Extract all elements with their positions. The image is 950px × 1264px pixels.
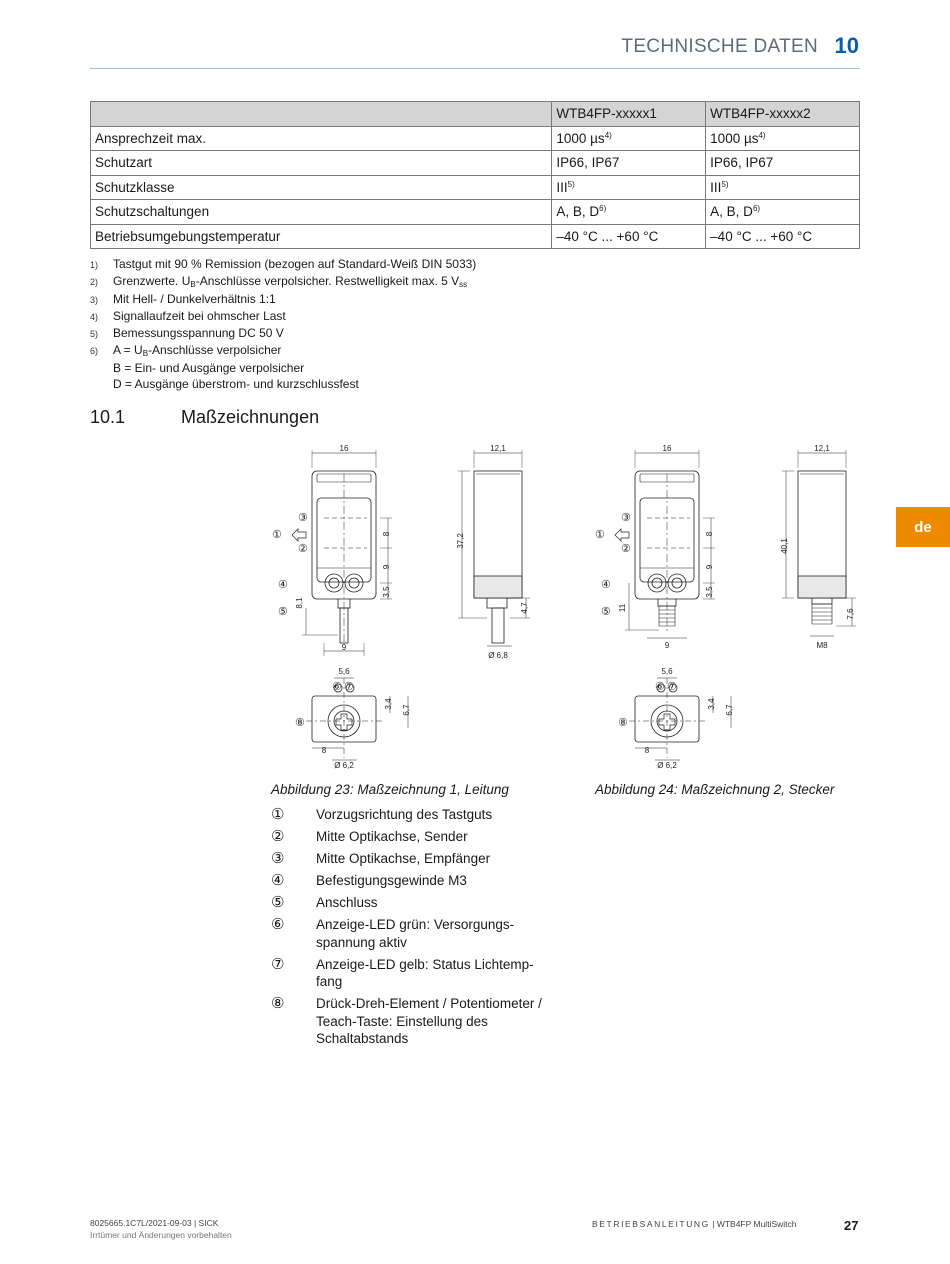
footnote-ref: 6) <box>752 204 761 214</box>
dim-label: 5,6 <box>661 667 673 676</box>
legend-number: ② <box>271 828 285 845</box>
footnote-ref: 6) <box>599 204 607 214</box>
legend-text: Drück-Dreh-Element / Potentiometer / Teach-Taste: Einstellung des Schaltabstands <box>316 996 542 1046</box>
dim-label: 9 <box>382 564 391 570</box>
dim-label: 9 <box>664 641 670 650</box>
value-text: –40 °C ... +60 °C <box>710 228 813 244</box>
dim-label: 5,6 <box>338 667 350 676</box>
dim-label: 9 <box>705 564 714 570</box>
figure-caption-24: Abbildung 24: Maßzeichnung 2, Stecker <box>595 782 835 797</box>
legend-number: ⑦ <box>271 955 285 973</box>
dim-label: M8 <box>816 641 828 650</box>
footnote-ref: 5) <box>567 179 575 189</box>
row-label: Schutzschaltungen <box>91 200 552 225</box>
row-value <box>552 126 706 151</box>
callout-4: ④ <box>278 579 288 591</box>
dim-label: Ø 6,8 <box>488 651 508 660</box>
chapter-number: 10 <box>834 33 859 58</box>
callout-2: ② <box>298 543 308 555</box>
value-text: A, B, D <box>710 204 753 220</box>
page-number: 27 <box>844 1218 859 1233</box>
dim-label: 8 <box>705 531 714 537</box>
footnotes <box>90 257 476 393</box>
dim-label: 8 <box>321 746 327 755</box>
dim-label: 40,1 <box>780 538 789 554</box>
value-text: III <box>710 179 722 195</box>
callout-1: ① <box>272 529 282 541</box>
table-row <box>91 151 860 176</box>
dim-label: 6,7 <box>725 704 734 716</box>
legend-item <box>271 894 546 912</box>
table-row <box>91 126 860 151</box>
legend-number: ⑧ <box>271 995 285 1012</box>
legend-item <box>271 828 546 846</box>
footnote-ref: 4) <box>604 130 612 140</box>
row-value <box>552 151 706 176</box>
row-value <box>706 200 860 225</box>
dim-label: 4,7 <box>520 602 529 614</box>
value-text: A, B, D <box>556 204 600 220</box>
section-number: 10.1 <box>90 407 126 427</box>
legend-item <box>271 806 546 824</box>
legend-text: Mitte Optikachse, Empfänger <box>316 851 491 866</box>
dim-label: 16 <box>662 444 672 453</box>
dim-label: 9 <box>341 643 347 652</box>
row-label: Schutzklasse <box>91 175 552 200</box>
footnote-text: Mit Hell- / Dunkelverhältnis 1:1 <box>113 292 276 307</box>
footnote-mark: 6) <box>90 345 99 356</box>
callout-7: ⑦ <box>344 681 354 693</box>
callout-6: ⑥ <box>655 681 665 693</box>
legend-number: ④ <box>271 872 285 889</box>
dim-label: 12,1 <box>814 444 830 453</box>
spec-table <box>90 101 860 249</box>
row-label: Betriebsumgebungstemperatur <box>91 224 552 249</box>
footer-doc-title: BETRIEBSANLEITUNG | WTB4FP MultiSwitch <box>592 1219 797 1229</box>
table-header-cell <box>91 102 552 127</box>
footnote-text: $A = U_B$-Anschlüsse verpolsicher <box>113 342 282 358</box>
callout-8: ⑧ <box>295 717 305 729</box>
legend-item <box>271 872 546 890</box>
legend-number: ⑤ <box>271 894 285 911</box>
footnote-ref: 5) <box>721 179 729 189</box>
dim-label: Ø 6,2 <box>657 761 677 770</box>
legend-number: ③ <box>271 850 285 867</box>
legend-text: Mitte Optikachse, Sender <box>316 829 468 844</box>
footnote-mark: 4) <box>90 312 99 323</box>
value-text: IP66, IP67 <box>710 155 774 171</box>
drawing-1-side <box>458 450 530 646</box>
dim-label: 8 <box>644 746 650 755</box>
legend-item <box>271 956 546 991</box>
header-title: TECHNISCHE DATEN <box>621 36 818 57</box>
table-header-cell: WTB4FP-xxxxx2 <box>706 102 860 127</box>
dim-label: 3,4 <box>384 698 393 710</box>
drawing-2-side <box>782 450 856 636</box>
footnote-text: B = Ein- und Ausgänge verpolsicher <box>113 361 305 376</box>
value-text: III <box>556 179 568 195</box>
footnote-mark: 1) <box>90 260 99 270</box>
footnote-text: D = Ausgänge überstrom- und kurzschlussfest <box>113 376 359 391</box>
callout-3: ③ <box>298 512 308 524</box>
footer-disclaimer: Irrtümer und Änderungen vorbehalten <box>90 1230 232 1240</box>
legend-number: ① <box>271 806 285 823</box>
dim-label: 11 <box>618 603 627 613</box>
callout-8: ⑧ <box>618 717 628 729</box>
legend-text: Befestigungsgewinde M3 <box>316 873 467 888</box>
dim-label: 8,1 <box>295 597 304 609</box>
dim-label: 3,5 <box>382 586 391 598</box>
footnote-text: Signallaufzeit bei ohmscher Last <box>113 309 286 324</box>
callout-4: ④ <box>601 579 611 591</box>
dim-label: 7,6 <box>846 608 855 620</box>
dim-label: 12,1 <box>490 444 506 453</box>
footnote-text: Bemessungsspannung DC 50 V <box>113 325 284 340</box>
dim-label: 3,5 <box>705 586 714 598</box>
value-text: IP66, IP67 <box>556 155 620 171</box>
footnote-ref: 4) <box>758 130 766 140</box>
legend-item <box>271 850 546 868</box>
callout-6: ⑥ <box>332 681 342 693</box>
row-value <box>552 224 706 249</box>
dimension-drawings <box>262 438 862 778</box>
row-label: Ansprechzeit max. <box>91 126 552 151</box>
figure-caption-23: Abbildung 23: Maßzeichnung 1, Leitung <box>271 782 509 797</box>
table-row <box>91 200 860 225</box>
table-row <box>91 224 860 249</box>
callout-7: ⑦ <box>667 681 677 693</box>
value-text: –40 °C ... +60 °C <box>556 228 659 244</box>
header-rule <box>90 68 860 69</box>
callout-5: ⑤ <box>278 606 288 618</box>
row-value <box>706 151 860 176</box>
section-title: Maßzeichnungen <box>181 407 320 427</box>
callout-2: ② <box>621 543 631 555</box>
callout-5: ⑤ <box>601 606 611 618</box>
legend-text: Anzeige-LED grün: Versorgungsspannung aktiv <box>316 917 515 950</box>
table-header-cell: WTB4FP-xxxxx1 <box>552 102 706 127</box>
footnote-mark: 3) <box>90 295 99 306</box>
dim-label: 16 <box>339 444 349 453</box>
value-text: 1000 µs <box>710 130 759 146</box>
language-tab-de[interactable]: de <box>896 507 950 547</box>
footnote-mark: 2) <box>90 276 99 287</box>
dim-label: 6,7 <box>402 704 411 716</box>
callout-1: ① <box>595 529 605 541</box>
dim-label: 8 <box>382 531 391 537</box>
row-value <box>552 175 706 200</box>
callout-3: ③ <box>621 512 631 524</box>
row-value <box>706 224 860 249</box>
value-text: 1000 µs <box>556 130 605 146</box>
dim-label: 3,4 <box>707 698 716 710</box>
table-header-row <box>91 102 860 127</box>
row-label: Schutzart <box>91 151 552 176</box>
row-value <box>706 175 860 200</box>
legend-item <box>271 995 546 1048</box>
legend-text: Vorzugsrichtung des Tastguts <box>316 807 493 822</box>
legend-list <box>271 806 546 1052</box>
legend-text: Anschluss <box>316 895 378 910</box>
footnote-text: Tastgut mit 90 % Remission (bezogen auf Standard-Weiß DIN 5033) <box>113 257 477 271</box>
legend-text: Anzeige-LED gelb: Status Lichtempfang <box>316 956 534 989</box>
footnote-text: Grenzwerte. $U_B$-Anschlüsse verpolsicher. Restwelligkeit max. 5 $V_{ss}$ <box>113 273 468 289</box>
legend-item <box>271 916 546 951</box>
footnote-mark: 5) <box>90 328 99 339</box>
legend-number: ⑥ <box>271 916 285 933</box>
row-value <box>706 126 860 151</box>
footer-doc-id: 8025665.1C7L/2021-09-03 | SICK <box>90 1218 219 1228</box>
row-value <box>552 200 706 225</box>
dim-label: Ø 6,2 <box>334 761 354 770</box>
table-row <box>91 175 860 200</box>
dim-label: 37,2 <box>456 533 465 549</box>
